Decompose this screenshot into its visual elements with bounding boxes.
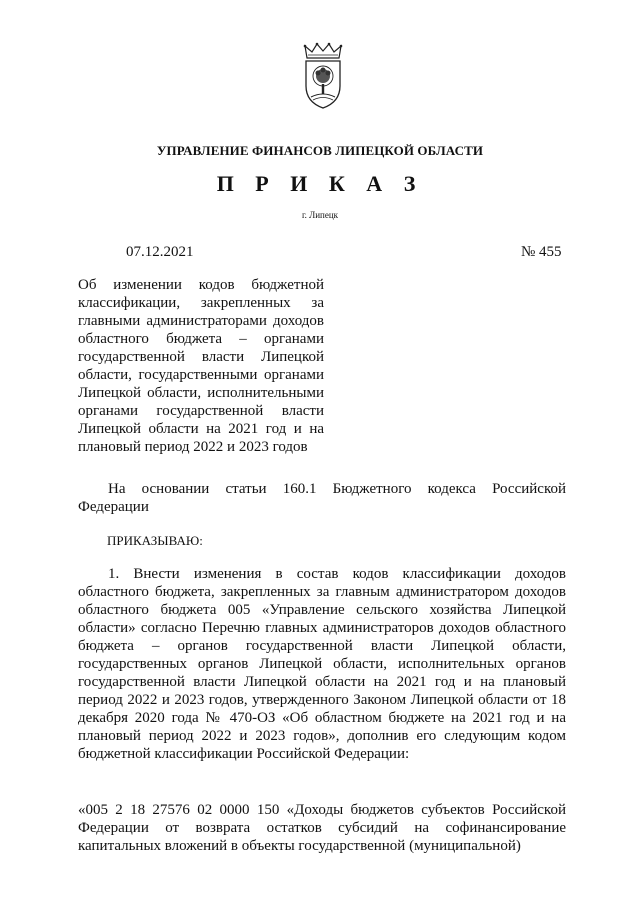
order-subject: Об изменении кодов бюджетной классификации, закрепленных за главными администраторами доходов областного бюджета – органами государственной власти Липецкой области, государственными органами Липецкой области, исполнительными органами государственной власти Липецкой области на 2021 год и на плановый период 2022 и 2023 годов bbox=[78, 277, 324, 455]
order-date: 07.12.2021 bbox=[126, 244, 194, 260]
city-label: г. Липецк bbox=[301, 210, 339, 220]
order-number: № 455 bbox=[521, 244, 562, 260]
coat-of-arms-icon bbox=[301, 42, 345, 110]
order-directive: ПРИКАЗЫВАЮ: bbox=[107, 533, 203, 548]
legal-basis-paragraph: На основании статьи 160.1 Бюджетного кодекса Российской Федерации bbox=[78, 481, 566, 515]
document-title: П Р И К А З bbox=[216, 171, 424, 196]
paragraph-1: 1. Внести изменения в состав кодов классификации доходов областного бюджета, закрепленных за главным администратором доходов областного бюджета 005 «Управление сельского хозяйства Липецкой области» согласно Перечню главных администраторов доходов областного бюджета – органов государственной власти Липецкой области, государственных органов Липецкой области, исполнительных органов государственной власти Липецкой области на 2021 год и на плановый период 2022 и 2023 годов, утвержденного Законом Липецкой области от 18 декабря 2020 года № 470-ОЗ «Об областном бюджете на 2021 год и на плановый период 2022 и 2023 годов», дополнив его следующим кодом бюджетной классификации Российской Федерации: bbox=[78, 566, 566, 762]
organization-name: УПРАВЛЕНИЕ ФИНАНСОВ ЛИПЕЦКОЙ ОБЛАСТИ bbox=[156, 143, 484, 158]
paragraph-code: «005 2 18 27576 02 0000 150 «Доходы бюджетов субъектов Российской Федерации от возврата остатков субсидий на софинансирование капитальных вложений в объекты государственной (муниципальной) bbox=[78, 802, 566, 854]
